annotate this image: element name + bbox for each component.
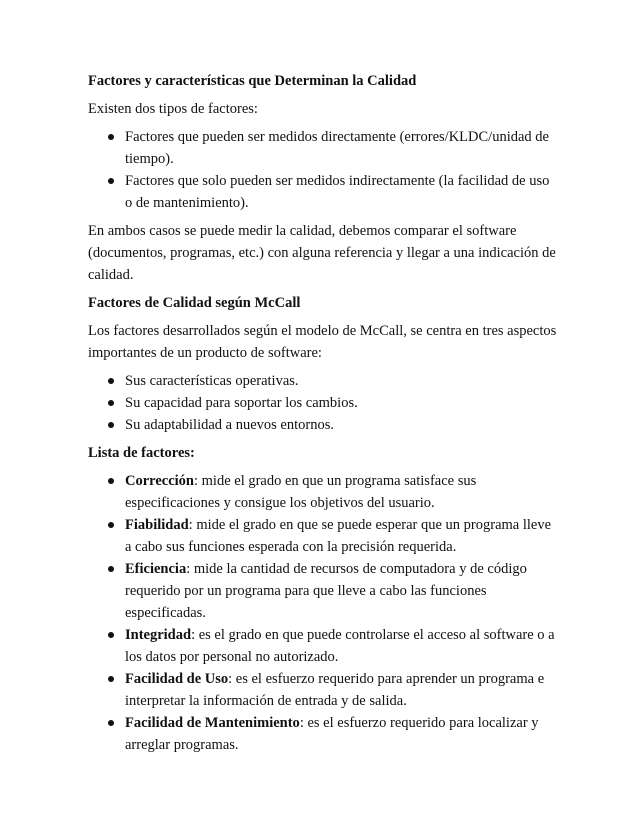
list-item [88,470,558,514]
document-body [88,70,558,762]
mccall-intro: Los factores desarrollados según el modelo de McCall, se centra en tres aspectos importantes de un producto de software: [88,323,557,361]
factor-definitions-list [88,470,558,756]
factor-types-list [88,126,558,214]
list-item [88,624,558,668]
section-title-quality-factors: Factores y características que Determinan la Calidad [88,73,417,89]
bullet-icon [108,178,114,184]
bullet-icon [108,522,114,528]
factor-description: : mide la cantidad de recursos de computadora y de código requerido por un programa para que lleve a cabo las funciones especificadas. [125,561,527,621]
bullet-icon [108,422,114,428]
bullet-icon [108,566,114,572]
list-item [88,370,558,392]
list-item [88,712,558,756]
list-item [88,668,558,712]
factor-description: : mide el grado en que se puede esperar que un programa lleve a cabo sus funciones esperada con la precisión requerida. [125,517,552,555]
bullet-icon [108,720,114,726]
bullet-icon [108,134,114,140]
list-item [88,392,558,414]
bullet-icon [108,632,114,638]
bullet-icon [108,400,114,406]
section-title-factor-list: Lista de factores: [88,445,195,461]
list-item-text: Sus características operativas. [125,373,299,389]
factor-description: : es el esfuerzo requerido para aprender un programa e interpretar la información de entrada y de salida. [125,671,545,709]
list-item [88,126,558,170]
bullet-icon [108,478,114,484]
factor-term: Facilidad de Mantenimiento [125,715,300,731]
factor-description: : es el esfuerzo requerido para localizar y arreglar programas. [125,715,539,753]
factor-term: Fiabilidad [125,517,189,533]
factor-term: Corrección [125,473,194,489]
factor-term: Facilidad de Uso [125,671,229,687]
list-item [88,170,558,214]
section-title-mccall: Factores de Calidad según McCall [88,295,301,311]
list-item-text: Factores que pueden ser medidos directamente (errores/KLDC/unidad de tiempo). [125,129,549,167]
list-item [88,514,558,558]
comparison-paragraph: En ambos casos se puede medir la calidad, debemos comparar el software (documentos, programas, etc.) con alguna referencia y llegar a una indicación de calidad. [88,223,556,283]
bullet-icon [108,676,114,682]
bullet-icon [108,378,114,384]
list-item-text: Su capacidad para soportar los cambios. [125,395,358,411]
factor-description: : mide el grado en que un programa satisface sus especificaciones y consigue los objetivos del usuario. [125,473,477,511]
mccall-aspects-list [88,370,558,436]
factor-description: : es el grado en que puede controlarse el acceso al software o a los datos por personal no autorizado. [125,627,555,665]
list-item-text: Su adaptabilidad a nuevos entornos. [125,417,334,433]
list-item-text: Factores que solo pueden ser medidos indirectamente (la facilidad de uso o de mantenimiento). [125,173,550,211]
list-item [88,558,558,624]
factor-term: Eficiencia [125,561,187,577]
list-item [88,414,558,436]
intro-factor-types: Existen dos tipos de factores: [88,101,258,117]
factor-term: Integridad [125,627,192,643]
